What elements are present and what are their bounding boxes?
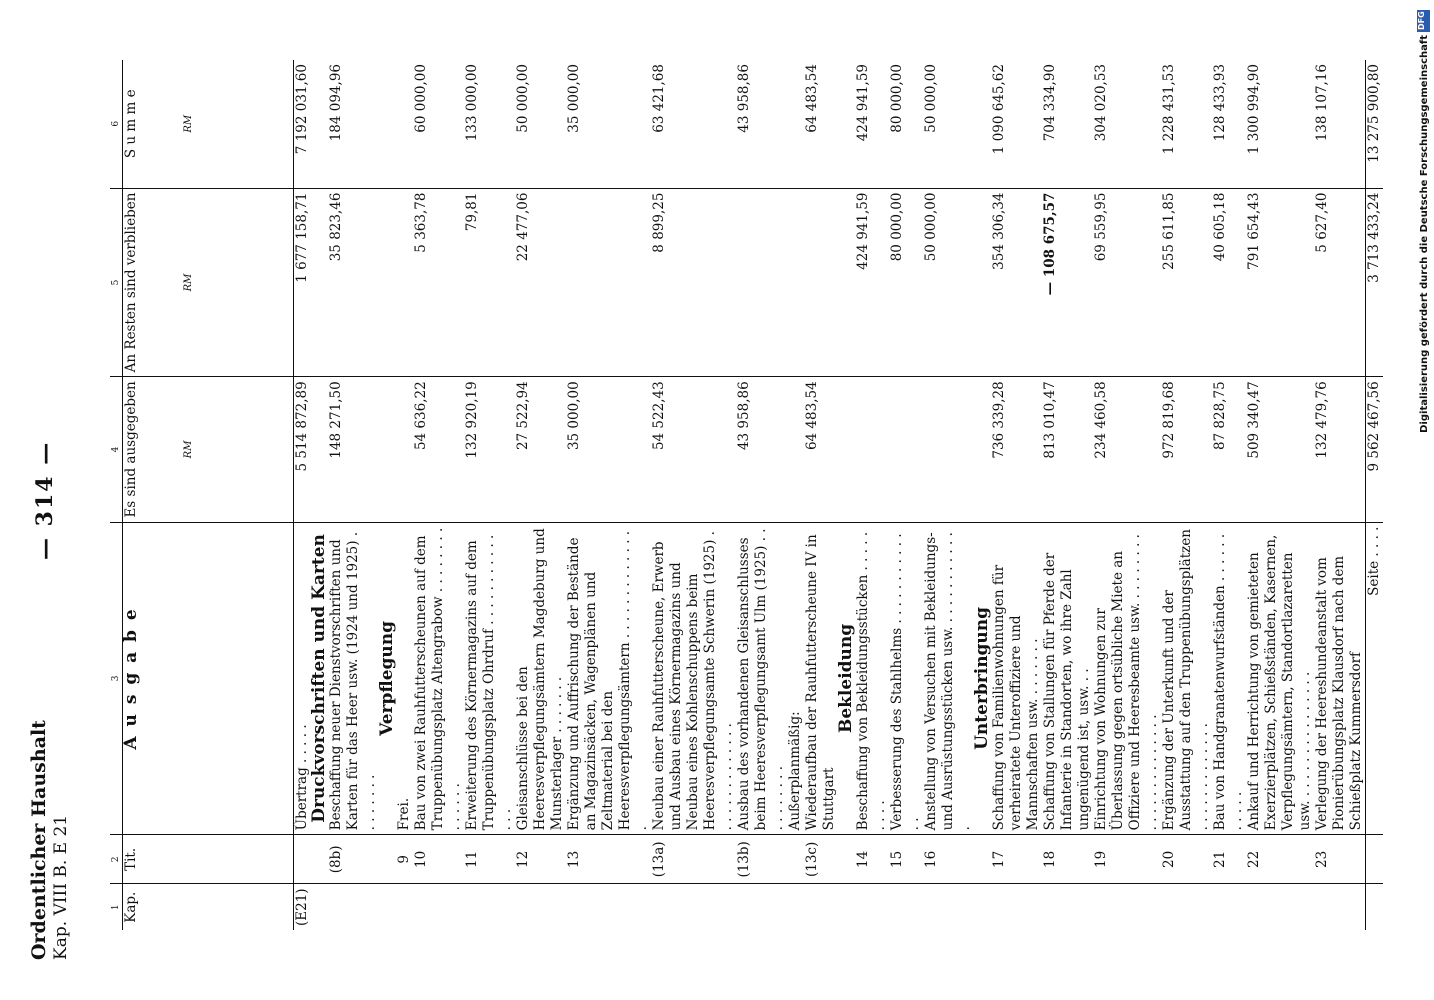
kap-cell xyxy=(1042,884,1093,930)
dfg-watermark: Digitalisierung gefördert durch die Deutsche Forschungsgemeinschaft xyxy=(1419,35,1430,433)
table-row xyxy=(464,60,515,930)
col-header-tit: Tit. xyxy=(123,835,294,884)
reste-cell: 5 363,78 xyxy=(413,188,464,377)
reste-cell: 424 941,59 xyxy=(855,188,889,377)
description-cell: Außerplanmäßig: xyxy=(787,522,804,835)
reste-cell: 8 899,25 xyxy=(651,188,736,377)
reste-cell: 40 605,18 xyxy=(1212,188,1246,377)
section-heading: Verpflegung xyxy=(379,522,396,835)
kap-cell xyxy=(1161,884,1212,930)
ausgegeben-cell: 132 920,19 xyxy=(464,377,515,522)
kap-cell xyxy=(1093,884,1161,930)
tit-cell: (13b) xyxy=(736,835,787,884)
table-row xyxy=(1093,60,1161,930)
table-row xyxy=(1212,60,1246,930)
ausgegeben-cell: 148 271,50 xyxy=(328,377,379,522)
description-cell: Ankauf und Herrichtung von gemieteten Exerzierplätzen, Schießständen, Kasernen, Verpflegungsämtern, Standortlazaretten usw. . . . . . . . . . . . . . . . xyxy=(1246,522,1314,835)
description-cell: Bau von zwei Rauhfutterscheunen auf dem Truppenübungsplatz Altengrabow . . . . . . . . . . . . . . xyxy=(413,522,464,835)
ausgegeben-cell: 813 010,47 xyxy=(1042,377,1093,522)
ausgegeben-cell xyxy=(396,377,413,522)
col-header-kap: Kap. xyxy=(123,884,294,930)
summe-cell: 63 421,68 xyxy=(651,64,667,133)
kap-cell xyxy=(413,884,464,930)
kap-cell xyxy=(736,884,787,930)
table-row xyxy=(1042,60,1093,930)
description-cell: Beschaffung neuer Dienstvorschriften und Karten für das Heer usw. (1924 und 1925) . . . . . . . . xyxy=(328,522,379,835)
table-row xyxy=(787,60,804,930)
kap-cell xyxy=(787,884,804,930)
header-title: Ordentlicher Haushalt xyxy=(28,720,50,960)
budget-table xyxy=(110,60,1383,930)
kap-cell xyxy=(855,884,889,930)
section-heading-row xyxy=(974,60,991,930)
col-number-4: 4 xyxy=(110,377,123,522)
summe-cell: 138 107,16 xyxy=(1314,64,1330,142)
reste-cell xyxy=(804,188,838,377)
unit-label: RM xyxy=(183,273,194,292)
table-row xyxy=(413,60,464,930)
kap-cell xyxy=(889,884,923,930)
summe-cell: 1 090 645,62 xyxy=(991,64,1007,155)
summe-cell: 704 334,90 xyxy=(1042,64,1058,142)
ausgegeben-cell: 972 819,68 xyxy=(1161,377,1212,522)
reste-cell: 50 000,00 xyxy=(923,188,974,377)
ausgegeben-cell: 64 483,54 xyxy=(804,377,838,522)
ausgegeben-cell xyxy=(787,377,804,522)
page-number: — 314 — xyxy=(32,440,58,560)
section-heading: Druckvorschriften und Karten xyxy=(311,522,328,835)
summe-cell: 50 000,00 xyxy=(923,64,939,133)
ausgegeben-cell: 54 636,22 xyxy=(413,377,464,522)
table-row xyxy=(889,60,923,930)
tit-cell: 15 xyxy=(889,835,923,884)
table-row xyxy=(328,60,379,930)
section-heading-row xyxy=(379,60,396,930)
tit-cell: 13 xyxy=(566,835,651,884)
summe-cell: 35 000,00 xyxy=(566,64,582,133)
tit-cell: 21 xyxy=(1212,835,1246,884)
kap-cell xyxy=(991,884,1042,930)
table-row xyxy=(736,60,787,930)
summe-cell xyxy=(396,60,413,188)
kap-cell xyxy=(1246,884,1314,930)
kap-cell xyxy=(1314,884,1366,930)
summe-cell: 128 433,93 xyxy=(1212,64,1228,142)
column-number-row xyxy=(110,60,123,930)
description-cell: Gleisanschlüsse bei den Heeresverpflegungsämtern Magdeburg und Munsterlager . . . . . . . xyxy=(515,522,566,835)
ausgegeben-cell: 35 000,00 xyxy=(566,377,651,522)
description-cell: Bau von Handgranatenwurfständen . . . . . . . . . . . xyxy=(1212,522,1246,835)
reste-cell xyxy=(787,188,804,377)
description-cell: Schaffung von Familienwohnungen für verheiratete Unteroffiziere und Mannschaften usw. . . . . . . . xyxy=(991,522,1042,835)
description-cell: Ergänzung der Unterkunft und der Ausstattung auf den Truppenübungsplätzen . . . . . . . . . . . . . xyxy=(1161,522,1212,835)
reste-cell: 80 000,00 xyxy=(889,188,923,377)
section-heading: Bekleidung xyxy=(838,522,855,835)
reste-cell: 1 677 158,71 xyxy=(294,188,312,377)
tit-cell: (13c) xyxy=(804,835,838,884)
table-row xyxy=(923,60,974,930)
tit-cell: 16 xyxy=(923,835,974,884)
summe-cell: 424 941,59 xyxy=(855,64,871,142)
reste-cell xyxy=(566,188,651,377)
kap-cell xyxy=(651,884,736,930)
description-cell: Übertrag . . . . . xyxy=(294,522,312,835)
reste-cell: 22 477,06 xyxy=(515,188,566,377)
kap-cell xyxy=(566,884,651,930)
ausgegeben-cell: 54 522,43 xyxy=(651,377,736,522)
description-cell: Wiederaufbau der Rauhfutterscheune IV in Stuttgart xyxy=(804,522,838,835)
table-row xyxy=(396,60,413,930)
reste-cell xyxy=(736,188,787,377)
table-row xyxy=(1246,60,1314,930)
description-cell: Schaffung von Stallungen für Pferde der Infanterie in Standorten, wo ihre Zahl ungenügend ist, usw. . . xyxy=(1042,522,1093,835)
tit-cell: 19 xyxy=(1093,835,1161,884)
table-row xyxy=(991,60,1042,930)
kap-cell: (E21) xyxy=(294,884,312,930)
table-row xyxy=(566,60,651,930)
summe-cell xyxy=(787,60,804,188)
description-cell: Verlegung der Heereshundeanstalt vom Pionierübungsplatz Klausdorf nach dem Schießplatz Kummersdorf xyxy=(1314,522,1366,835)
description-cell: Anstellung von Versuchen mit Bekleidungs- und Ausrüstungsstücken usw. . . . . . . . . . . . . xyxy=(923,522,974,835)
tit-cell xyxy=(787,835,804,884)
reste-cell: 35 823,46 xyxy=(328,188,379,377)
tit-cell: 23 xyxy=(1314,835,1366,884)
summe-cell: 60 000,00 xyxy=(413,64,429,133)
unit-label: RM xyxy=(183,114,194,133)
header-subtitle: Kap. VIII B. E 21 xyxy=(51,814,71,960)
tit-cell: 22 xyxy=(1246,835,1314,884)
kap-cell xyxy=(804,884,838,930)
col-header-ausgegeben xyxy=(123,377,294,522)
description-cell: Erweiterung des Körnermagazins auf dem Truppenübungsplatz Ohrdruf . . . . . . . . . . . . . . xyxy=(464,522,515,835)
tit-cell: 20 xyxy=(1161,835,1212,884)
tit-cell: 11 xyxy=(464,835,515,884)
col-header-ausgabe: A u s g a b e xyxy=(123,522,294,835)
col-header-reste-label: An Resten sind verblieben xyxy=(123,192,139,373)
total-row xyxy=(1366,60,1384,930)
tit-cell: 10 xyxy=(413,835,464,884)
table-row xyxy=(855,60,889,930)
summe-cell: 304 020,53 xyxy=(1093,64,1109,142)
ausgegeben-cell: 43 958,86 xyxy=(736,377,787,522)
kap-cell xyxy=(515,884,566,930)
ausgegeben-cell: 132 479,76 xyxy=(1314,377,1366,522)
table-row xyxy=(651,60,736,930)
description-cell: Frei. xyxy=(396,522,413,835)
summe-cell: 184 094,96 xyxy=(328,64,344,142)
reste-cell xyxy=(396,188,413,377)
col-number-3: 3 xyxy=(110,522,123,835)
description-cell: Neubau einer Rauhfutterscheune, Erwerb und Ausbau eines Körnermagazins und Neubau eines Kohlenschuppens beim Heeresverpflegungsamte Schwerin (1925) . . . . . . . . . . . . . . xyxy=(651,522,736,835)
section-heading-row xyxy=(838,60,855,930)
section-heading-row xyxy=(311,60,328,930)
ausgegeben-cell: 27 522,94 xyxy=(515,377,566,522)
reste-cell: 5 627,40 xyxy=(1314,188,1366,377)
tit-cell: 12 xyxy=(515,835,566,884)
summe-cell: 80 000,00 xyxy=(889,64,905,133)
reste-cell: 354 306,34 xyxy=(991,188,1042,377)
total-ausgegeben: 9 562 467,56 xyxy=(1366,377,1384,522)
page-header xyxy=(28,720,72,960)
col-header-summe xyxy=(123,60,294,188)
description-cell: Ausbau des vorhandenen Gleisanschlusses beim Heeresverpflegungsamt Ulm (1925) . . . . . . . . . . xyxy=(736,522,787,835)
column-header-row xyxy=(123,60,294,930)
reste-cell: 255 611,85 xyxy=(1161,188,1212,377)
summe-cell: 1 228 431,53 xyxy=(1161,64,1177,155)
summe-cell: 64 483,54 xyxy=(804,64,820,133)
dfg-logo: DFG xyxy=(1417,10,1430,32)
col-number-6: 6 xyxy=(110,60,123,188)
description-cell: Einrichtung von Wohnungen zur Überlassung gegen ortsübliche Miete an Offiziere und Heeresbeamte usw. . . . . . . . . . . . . . . . . . . . . . . xyxy=(1093,522,1161,835)
kap-cell xyxy=(923,884,974,930)
ausgegeben-cell: 87 828,75 xyxy=(1212,377,1246,522)
ausgegeben-cell: 509 340,47 xyxy=(1246,377,1314,522)
summe-cell: 7 192 031,60 xyxy=(294,64,310,155)
table-body xyxy=(294,60,1366,930)
kap-cell xyxy=(328,884,379,930)
col-number-1: 1 xyxy=(110,884,123,930)
table-row xyxy=(804,60,838,930)
col-header-summe-label: S u m m e xyxy=(123,89,139,159)
tit-cell: 9 xyxy=(396,835,413,884)
tit-cell: (13a) xyxy=(651,835,736,884)
ausgegeben-cell: 736 339,28 xyxy=(991,377,1042,522)
tit-cell: 18 xyxy=(1042,835,1093,884)
ausgegeben-cell xyxy=(889,377,923,522)
reste-cell: 79,81 xyxy=(464,188,515,377)
total-summe: 13 275 900,80 xyxy=(1366,60,1384,188)
ausgegeben-cell: 5 514 872,89 xyxy=(294,377,312,522)
total-reste: 3 713 433,24 xyxy=(1366,188,1384,377)
col-header-reste xyxy=(123,188,294,377)
col-number-2: 2 xyxy=(110,835,123,884)
tit-cell xyxy=(294,835,312,884)
col-header-ausgegeben-label: Es sind ausgegeben xyxy=(123,381,139,518)
summe-cell: 50 000,00 xyxy=(515,64,531,133)
table-row xyxy=(515,60,566,930)
section-heading: Unterbringung xyxy=(974,522,991,835)
description-cell: Beschaffung von Bekleidungsstücken . . . . . . . . . xyxy=(855,522,889,835)
summe-cell: 1 300 994,90 xyxy=(1246,64,1262,155)
reste-cell: 69 559,95 xyxy=(1093,188,1161,377)
kap-cell xyxy=(1212,884,1246,930)
kap-cell xyxy=(464,884,515,930)
total-label: Seite . . . . xyxy=(1366,522,1384,835)
table-row xyxy=(1161,60,1212,930)
summe-cell: 133 000,00 xyxy=(464,64,480,142)
table-row xyxy=(1314,60,1366,930)
tit-cell: (8b) xyxy=(328,835,379,884)
reste-cell: — 108 675,57 xyxy=(1042,188,1093,377)
ausgegeben-cell xyxy=(923,377,974,522)
ausgegeben-cell: 234 460,58 xyxy=(1093,377,1161,522)
tit-cell: 17 xyxy=(991,835,1042,884)
description-cell: Verbesserung des Stahlhelms . . . . . . . . . . . . . xyxy=(889,522,923,835)
reste-cell: 791 654,43 xyxy=(1246,188,1314,377)
summe-cell: 43 958,86 xyxy=(736,64,752,133)
kap-cell xyxy=(396,884,413,930)
ausgegeben-cell xyxy=(855,377,889,522)
description-cell: Ergänzung und Auffrischung der Bestände an Magazinsäcken, Wagenplänen und Zeltmaterial bei den Heeresverpflegungsämtern . . . . . . . . . . . . . . xyxy=(566,522,651,835)
col-number-5: 5 xyxy=(110,188,123,377)
tit-cell: 14 xyxy=(855,835,889,884)
unit-label: RM xyxy=(183,440,194,459)
